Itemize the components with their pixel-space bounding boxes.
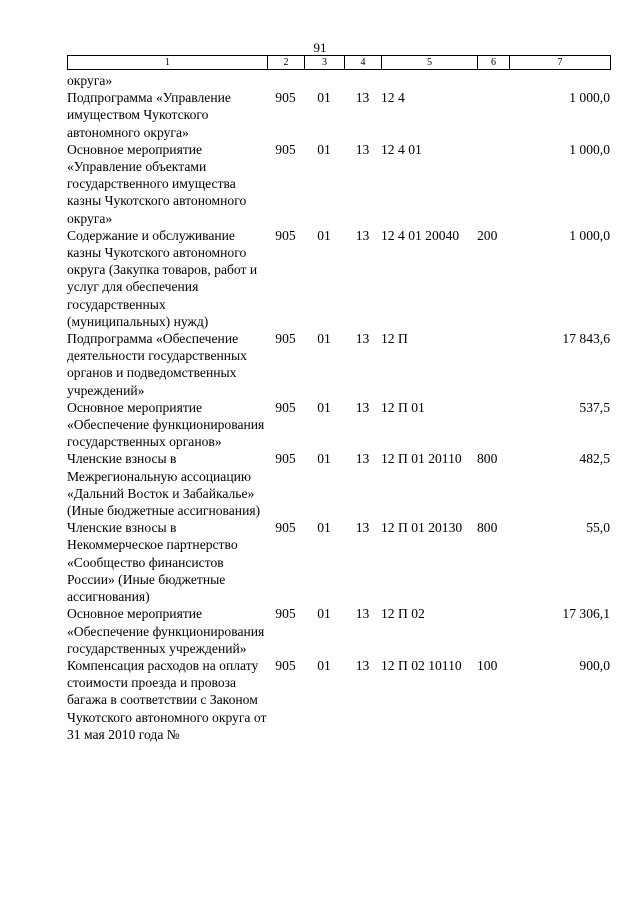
table-row [67, 330, 610, 399]
column-header-7: 7 [510, 56, 611, 70]
row-code-2: 905 [275, 331, 296, 347]
row-name: Содержание и обслуживание казны Чукотского автономного округа (Закупка товаров, работ и услуг для обеспечения государственных (муниципальных) нужд) [67, 227, 258, 329]
row-code-3: 01 [317, 657, 331, 673]
row-name: Основное мероприятие «Обеспечение функционирования государственных учреждений» [67, 606, 265, 656]
row-code-5: 12 П 01 [381, 399, 425, 415]
column-header-1: 1 [68, 56, 268, 70]
table-body [67, 72, 610, 743]
row-code-6: 800 [477, 451, 498, 467]
page-number: 91 [313, 40, 327, 55]
row-amount: 1 000,0 [569, 90, 610, 106]
row-code-5 [381, 72, 477, 89]
row-name: Подпрограмма «Управление имуществом Чукотского автономного округа» [67, 90, 231, 140]
row-name: Компенсация расходов на оплату стоимости проезда и провоза багажа в соответствии с Законом Чукотского автономного округа от 31 мая 2010 года № [67, 657, 267, 742]
column-header-3: 3 [305, 56, 345, 70]
row-code-4: 13 [355, 90, 370, 106]
row-amount: 17 843,6 [562, 331, 610, 347]
row-code-4: 13 [355, 657, 370, 673]
row-amount: 1 000,0 [569, 141, 610, 157]
row-code-2 [267, 72, 304, 89]
row-code-6 [477, 605, 509, 657]
row-code-4: 13 [355, 141, 370, 157]
row-code-4: 13 [355, 227, 370, 243]
row-code-4: 13 [355, 606, 370, 622]
table-row [67, 72, 610, 89]
row-code-4: 13 [355, 520, 370, 536]
column-header-4: 4 [345, 56, 382, 70]
row-code-5: 12 П [381, 331, 408, 347]
row-amount [509, 72, 610, 89]
row-code-3: 01 [317, 227, 331, 243]
row-amount: 1 000,0 [569, 227, 610, 243]
row-code-3: 01 [317, 451, 331, 467]
row-code-5: 12 П 01 20110 [381, 451, 462, 467]
table-row [67, 89, 610, 141]
row-amount: 900,0 [579, 657, 610, 673]
row-code-4: 13 [355, 331, 370, 347]
budget-table [67, 72, 610, 743]
row-name: Основное мероприятие «Обеспечение функционирования государственных органов» [67, 399, 265, 450]
row-code-5: 12 П 02 [381, 606, 425, 622]
row-name: Членские взносы в Межрегиональную ассоциацию «Дальний Восток и Забайкалье» (Иные бюджетные ассигнования) [67, 451, 261, 519]
row-amount: 482,5 [579, 451, 610, 467]
row-code-2: 905 [275, 606, 296, 622]
row-code-6: 200 [477, 227, 498, 243]
row-code-2: 905 [275, 520, 296, 536]
row-amount: 55,0 [586, 520, 610, 536]
row-code-5: 12 П 02 10110 [381, 657, 462, 673]
row-code-3: 01 [317, 90, 331, 106]
table-row [67, 450, 610, 519]
row-code-6 [477, 141, 509, 227]
column-header-row [67, 55, 611, 70]
table-row [67, 519, 610, 605]
row-code-6 [477, 89, 509, 141]
row-code-3: 01 [317, 399, 331, 415]
row-code-2: 905 [275, 227, 296, 243]
row-amount: 17 306,1 [562, 606, 610, 622]
row-code-5: 12 П 01 20130 [381, 520, 463, 536]
table-row [67, 141, 610, 227]
row-code-5: 12 4 01 [381, 141, 422, 157]
row-code-5: 12 4 [381, 90, 405, 106]
row-code-6: 100 [477, 657, 498, 673]
row-code-2: 905 [275, 451, 296, 467]
row-amount: 537,5 [579, 399, 610, 415]
row-code-6 [477, 399, 509, 451]
row-code-4 [344, 72, 381, 89]
column-header-5: 5 [382, 56, 478, 70]
row-code-2: 905 [275, 90, 296, 106]
row-code-4: 13 [355, 451, 370, 467]
row-code-3: 01 [317, 520, 331, 536]
row-name: Основное мероприятие «Управление объектами государственного имущества казны Чукотского автономного округа» [67, 141, 247, 226]
row-code-6: 800 [477, 520, 498, 536]
table-row [67, 399, 610, 451]
table-row [67, 657, 610, 743]
table-row [67, 605, 610, 657]
row-code-3: 01 [317, 331, 331, 347]
row-code-3: 01 [317, 141, 331, 157]
row-code-6 [477, 72, 509, 89]
row-code-3: 01 [317, 606, 331, 622]
row-code-2: 905 [275, 399, 296, 415]
row-code-2: 905 [275, 141, 296, 157]
row-code-4: 13 [355, 399, 370, 415]
row-name: Членские взносы в Некоммерческое партнерство «Сообщество финансистов России» (Иные бюджетные ассигнования) [67, 520, 238, 605]
row-code-6 [477, 330, 509, 399]
row-code-2: 905 [275, 657, 296, 673]
row-code-5: 12 4 01 20040 [381, 227, 460, 243]
row-name: округа» [67, 73, 113, 88]
table-row [67, 227, 610, 330]
column-header-6: 6 [478, 56, 510, 70]
row-code-3 [304, 72, 344, 89]
column-header-2: 2 [268, 56, 305, 70]
row-name: Подпрограмма «Обеспечение деятельности государственных органов и подведомственных учреждений» [67, 331, 247, 398]
